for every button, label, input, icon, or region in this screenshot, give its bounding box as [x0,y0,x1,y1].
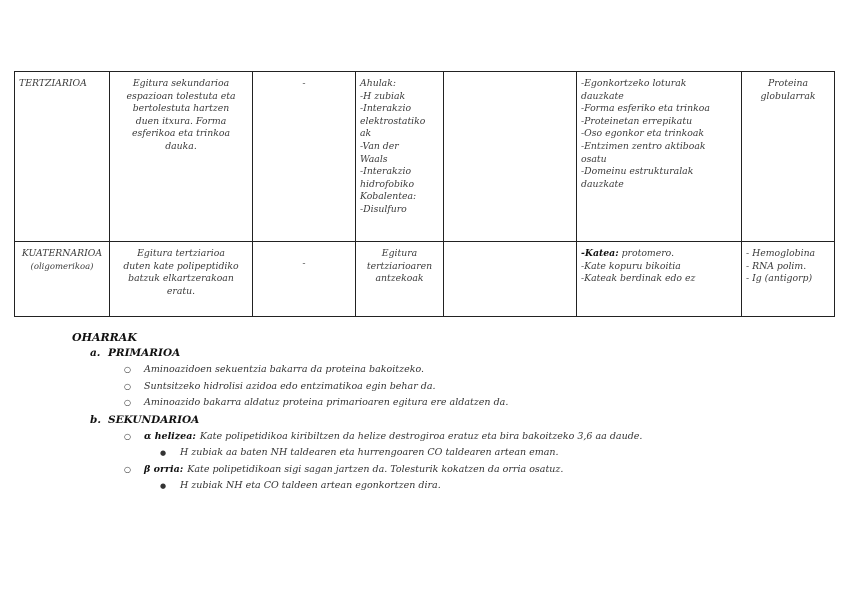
description-cell [110,72,253,242]
section-heading-primarioa [72,347,812,359]
list-item-body: Kate polipetidikoan sigi sagan jartzen da. Tolesturik kokatzen da orria osatuz. [187,463,564,475]
description-line: Egitura tertziarioa [137,248,225,259]
examples-cell [742,72,835,242]
dash-cell [253,72,356,242]
section-heading-sekundarioa [72,414,812,426]
circle-bullet-icon: ○ [124,464,131,474]
row-name-cell [15,242,110,317]
list-item-text: Suntsitzeko hidrolisi azidoa edo entzimatikoa egin behar da. [144,380,436,392]
list-item-keyword: α helizea: [144,430,196,442]
section-title: PRIMARIOA [108,347,181,359]
feature-keyword: -Katea: [581,248,619,259]
circle-bullet-icon: ○ [124,381,131,391]
feature-line: -Forma esferiko eta trinkoa [581,103,710,115]
feature-line: -Egonkortzeko loturak [581,78,687,89]
row-name-cell [15,72,110,242]
list-item-keyword: β orria: [144,463,184,475]
bond-line: Ahulak: [360,78,396,89]
dash-value: - [302,78,306,89]
list-item [72,462,812,479]
example-line: globularrak [760,90,816,102]
feature-line: -Domeinu estrukturalak [581,166,694,178]
description-line: duen itxura. Forma [135,115,227,127]
dash-cell [253,242,356,317]
feature-line: dauzkate [581,178,624,190]
description-line: duten kate polipeptidiko [123,260,239,272]
empty-cell [444,72,577,242]
feature-line [581,248,737,261]
table-row-tertziarioa [15,72,835,242]
list-item [72,379,812,396]
bonds-cell [356,242,444,317]
example-line: Proteina [767,78,809,89]
bond-line: -Van der [360,140,399,152]
bond-line: hidrofobiko [360,178,415,190]
examples-cell [742,242,835,317]
list-item-text [144,429,642,446]
features-cell [577,242,742,317]
list-item-text [144,462,563,479]
bond-line: Kobalentea: [360,191,417,203]
bond-line: antzekoak [375,273,424,285]
dash-value: - [302,258,306,269]
row-name: KUATERNARIOA [21,248,103,259]
bond-line: -Interakzio [360,166,412,178]
feature-line: -Entzimen zentro aktiboak [581,140,706,152]
section-title: SEKUNDARIOA [108,413,200,426]
notes-title: OHARRAK [72,331,137,344]
feature-text: protomero. [618,248,675,259]
list-item [72,362,812,379]
protein-structure-table [14,71,835,317]
example-line: - RNA polim. [746,260,807,272]
bond-line: tertziarioaren [366,260,433,272]
bond-line: -Disulfuro [360,203,407,215]
list-item-text: Aminoazido bakarra aldatuz proteina primarioaren egitura ere aldatzen da. [144,397,509,408]
circle-bullet-icon: ○ [124,365,131,374]
description-cell [110,242,253,317]
row-name-sub: (oligomerikoa) [30,261,94,272]
feature-line: -Oso egonkor eta trinkoak [581,128,705,140]
description-line: dauka. [165,140,197,152]
feature-line: osatu [581,153,607,165]
features-cell [577,72,742,242]
bonds-cell [356,72,444,242]
list-item-body: Kate polipetidikoa kiribiltzen da helize destrogiroa eratuz eta bira bakoitzeko 3,6 aa daude. [199,430,643,442]
example-line: - Hemoglobina [746,248,816,259]
list-item [72,429,812,446]
list-subitem [72,478,812,495]
primarioa-list [72,362,812,412]
feature-line: -Proteinetan errepikatu [581,115,693,127]
disc-bullet-icon: ● [160,482,167,490]
disc-bullet-icon: ● [160,449,167,457]
list-item-text: Aminoazidoen sekuentzia bakarra da proteina bakoitzeko. [144,364,425,375]
feature-line: -Kateak berdinak edo ez [581,273,696,285]
feature-line: -Kate kopuru bikoitia [581,260,681,272]
description-line: Egitura sekundarioa [132,78,230,89]
example-line: - Ig (antigorp) [746,273,813,285]
section-letter: b. [90,413,101,426]
bond-line: -H zubiak [360,90,406,102]
list-subitem-text: H zubiak aa baten NH taldearen eta hurrengoaren CO taldearen artean eman. [180,447,559,458]
empty-cell [444,242,577,317]
feature-line: dauzkate [581,90,624,102]
description-line: bertolestuta hartzen [132,103,230,115]
description-line: eratu. [166,285,196,297]
row-name: TERTZIARIOA [19,78,87,89]
bond-line: -Interakzio [360,103,412,115]
circle-bullet-icon: ○ [124,431,131,441]
sekundarioa-list [72,429,812,495]
description-line: batzuk elkartzerakoan [128,273,234,285]
table-row-kuaternarioa [15,242,835,317]
notes-section [72,331,812,495]
bond-line: elektrostatiko [360,115,426,127]
list-item [72,395,812,412]
list-subitem-text: H zubiak NH eta CO taldeen artean egonkortzen dira. [180,480,441,491]
section-letter: a. [90,347,101,359]
description-line: esferikoa eta trinkoa [131,128,230,140]
bond-line: ak [360,128,372,140]
description-line: espazioan tolestuta eta [126,90,236,102]
bond-line: Waals [360,153,388,165]
circle-bullet-icon: ○ [124,398,131,407]
list-subitem [72,445,812,462]
bond-line: Egitura [381,248,418,259]
